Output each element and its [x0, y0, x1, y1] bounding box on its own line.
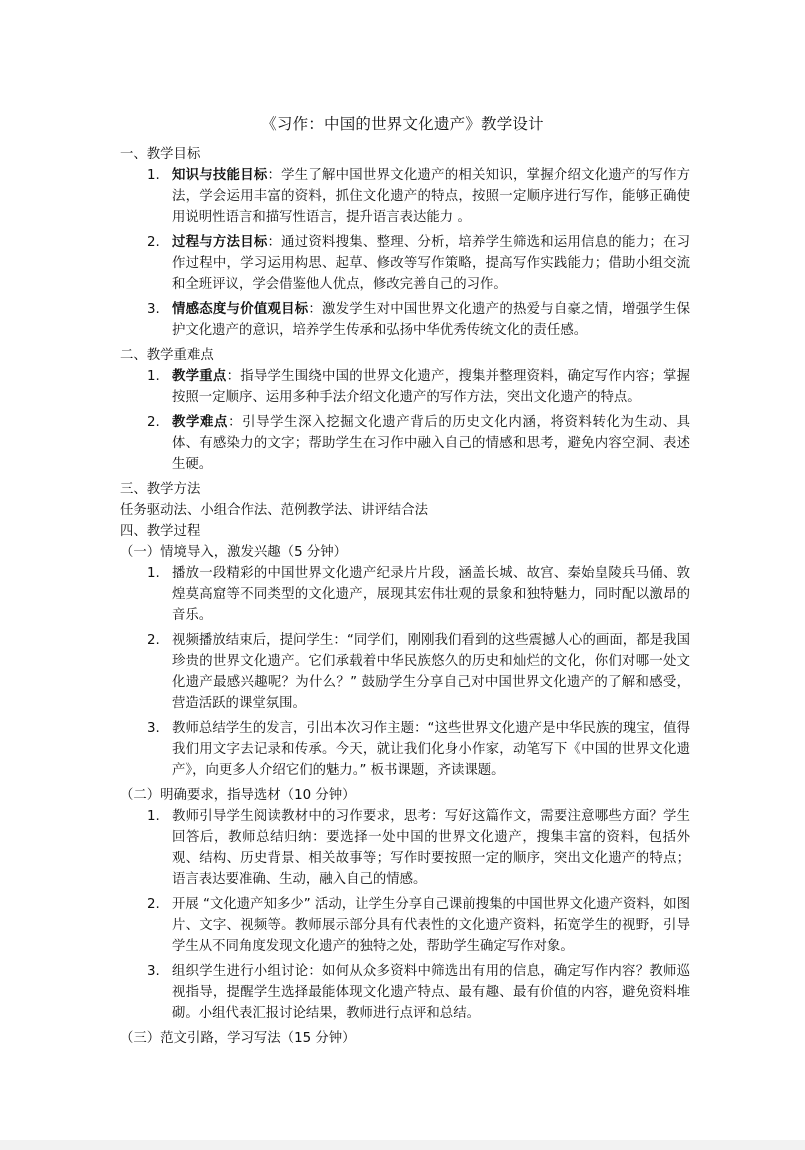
item-text: 播放一段精彩的中国世界文化遗产纪录片片段，涵盖长城、故宫、秦始皇陵兵马俑、敦煌莫高窟等不同类型的文化遗产，展现其宏伟壮观的景象和独特魅力，同时配以激昂的音乐。	[172, 566, 690, 623]
objectives-list	[120, 165, 690, 341]
subsection-heading-requirements: （二）明确要求，指导选材（10 分钟）	[120, 788, 356, 803]
requirements-steps-list	[120, 806, 690, 1024]
list-item	[120, 165, 690, 228]
item-number: 2.	[147, 235, 160, 250]
item-number: 1.	[147, 566, 160, 581]
item-text: 教师引导学生阅读教材中的习作要求，思考：写好这篇作文，需要注意哪些方面？学生回答后，教师总结归纳：要选择一处中国的世界文化遗产，搜集丰富的资料，包括外观、结构、历史背景、相关故事等；写作时要按照一定的顺序，突出文化遗产的特点；语言表达要准确、生动，融入自己的情感。	[172, 809, 690, 887]
list-item	[120, 366, 690, 408]
document-title: 《习作：中国的世界文化遗产》教学设计	[261, 115, 544, 133]
methods-text: 任务驱动法、小组合作法、范例教学法、讲评结合法	[120, 503, 428, 518]
item-label: 过程与方法目标	[172, 235, 268, 250]
list-item	[120, 563, 690, 626]
item-text: ：引导学生深入挖掘文化遗产背后的历史文化内涵，将资料转化为生动、具体、有感染力的文字；帮助学生在习作中融入自己的情感和思考，避免内容空洞、表述生硬。	[172, 415, 691, 472]
item-number: 1.	[147, 369, 160, 384]
item-number: 2.	[147, 897, 160, 912]
item-label: 教学重点	[172, 369, 227, 384]
item-text: 教师总结学生的发言，引出本次习作主题：“这些世界文化遗产是中华民族的瑰宝，值得我们用文字去记录和传承。今天，就让我们化身小作家，动笔写下《中国的世界文化遗产》，向更多人介绍它们的魅力。” 板书课题，齐读课题。	[172, 721, 690, 778]
item-text: 视频播放结束后，提问学生：“同学们，刚刚我们看到的这些震撼人心的画面，都是我国珍贵的世界文化遗产。它们承载着中华民族悠久的历史和灿烂的文化，你们对哪一处文化遗产最感兴趣呢？为什么？” 鼓励学生分享自己对中国世界文化遗产的了解和感受，营造活跃的课堂氛围。	[172, 633, 690, 711]
item-number: 3.	[147, 302, 160, 317]
item-number: 3.	[147, 964, 160, 979]
item-label: 情感态度与价值观目标	[172, 302, 309, 317]
list-item	[120, 894, 690, 957]
item-number: 1.	[147, 168, 160, 183]
item-text: ：激发学生对中国世界文化遗产的热爱与自豪之情，增强学生保护文化遗产的意识，培养学生传承和弘扬中华优秀传统文化的责任感。	[172, 302, 691, 338]
item-text: ：指导学生围绕中国的世界文化遗产，搜集并整理资料，确定写作内容；掌握按照一定顺序、运用多种手法介绍文化遗产的写作方法，突出文化遗产的特点。	[172, 369, 691, 405]
list-item	[120, 412, 690, 475]
item-label: 教学难点	[172, 415, 229, 430]
list-item	[120, 232, 690, 295]
list-item	[120, 299, 690, 341]
item-number: 3.	[147, 721, 160, 736]
item-number: 2.	[147, 633, 160, 648]
item-label: 知识与技能目标	[172, 168, 268, 183]
section-heading-key-points: 二、教学重难点	[120, 348, 214, 363]
list-item	[120, 961, 690, 1024]
section-heading-methods: 三、教学方法	[120, 482, 201, 497]
item-text: 开展 “文化遗产知多少” 活动，让学生分享自己课前搜集的中国世界文化遗产资料，如图片、文字、视频等。教师展示部分具有代表性的文化遗产资料，拓宽学生的视野，引导学生从不同角度发现文化遗产的独特之处，帮助学生确定写作对象。	[172, 897, 690, 954]
document-body	[120, 144, 690, 1049]
item-number: 1.	[147, 809, 160, 824]
item-number: 2.	[147, 415, 160, 430]
list-item	[120, 718, 690, 781]
subsection-heading-model-text: （三）范文引路，学习写法（15 分钟）	[120, 1031, 356, 1046]
section-heading-objectives: 一、教学目标	[120, 147, 201, 162]
list-item	[120, 630, 690, 714]
item-text: ：学生了解中国世界文化遗产的相关知识，掌握介绍文化遗产的写作方法，学会运用丰富的资料，抓住文化遗产的特点，按照一定顺序进行写作，能够正确使用说明性语言和描写性语言，提升语言表达能力 。	[172, 168, 690, 225]
subsection-heading-intro: （一）情境导入，激发兴趣（5 分钟）	[120, 545, 348, 560]
list-item	[120, 806, 690, 890]
item-text: ：通过资料搜集、整理、分析，培养学生筛选和运用信息的能力；在习作过程中，学习运用构思、起草、修改等写作策略，提高写作实践能力；借助小组交流和全班评议，学会借鉴他人优点，修改完善自己的习作。	[172, 235, 690, 292]
section-heading-process: 四、教学过程	[120, 524, 201, 539]
item-text: 组织学生进行小组讨论：如何从众多资料中筛选出有用的信息，确定写作内容？教师巡视指导，提醒学生选择最能体现文化遗产特点、最有趣、最有价值的内容，避免资料堆砌。小组代表汇报讨论结果，教师进行点评和总结。	[172, 964, 690, 1021]
intro-steps-list	[120, 563, 690, 781]
key-points-list	[120, 366, 690, 475]
